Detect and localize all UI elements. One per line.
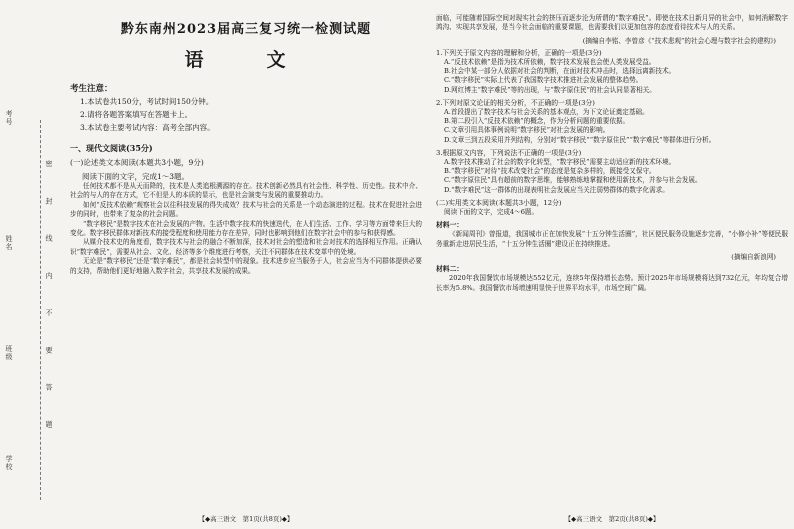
class-label: 班级 bbox=[5, 345, 13, 361]
seal-dashed-line bbox=[40, 120, 41, 500]
name-label: 姓名 bbox=[5, 235, 13, 251]
material-label: 材料二： bbox=[436, 265, 464, 274]
seal-line-text: 密 封 线 内 不 要 答 题 bbox=[45, 160, 53, 442]
material-label: 材料一： bbox=[436, 221, 464, 230]
passage-continuation: 面临，可能随着国际空间对现实社会的挤压而逐步沦为所谓的“数字难民”。即使在技术日新月异的社会中，如何消解数字鸿沟、实现共享发展，是当今社会面临的重要课题，也需要我们以更加包容的态度看待技术与人的关系。 bbox=[436, 14, 788, 32]
exam-notice bbox=[70, 82, 422, 133]
question-option: A.“反技术依赖”是指为技术所依赖，数字技术发展也会使人类发展受益。 bbox=[444, 58, 656, 67]
passage-source: (摘编自李铭、李曾彦《“技术悲观”的社会心理与数字社会的建构》) bbox=[582, 36, 776, 45]
question-option: B.社会中某一部分人依据对社会的判断，在面对技术冲击时，选择远离新技术。 bbox=[444, 67, 676, 76]
question-option: C.“数字移民”实际上代表了我国数字技术推进社会发展的整体趋势。 bbox=[444, 76, 643, 85]
question-stem: 3.根据原文内容，下列说法不正确的一项是(3分) bbox=[436, 148, 582, 157]
school-label: 学校 bbox=[5, 455, 13, 471]
passage-paragraph: 无论是“数字移民”还是“数字难民”，都是社会转型中的现象。技术进步应当服务于人，社会应当为不同群体提供必要的支持，帮助他们更好地融入数字社会，共享技术发展的成果。 bbox=[70, 257, 422, 275]
section-heading: 一、现代文阅读(35分) bbox=[70, 143, 153, 153]
material-text: 2020年我国餐饮市场规模达552亿元，连续5年保持增长态势。预计2025年市场规模将达到732亿元，年均复合增长率为5.8%。我国餐饮市场增速明显快于世界平均水平，市场空间广阔。 bbox=[436, 274, 788, 292]
exam-no-label: 考号 bbox=[5, 110, 13, 126]
subsection-heading: (二)实用类文本阅读(本题共3小题，12分) bbox=[436, 198, 562, 207]
question-option: B.“数字移民”对待“技术改变社会”的态度是复杂多样的，既接受又保守。 bbox=[444, 167, 656, 176]
passage-paragraph: 如何“反技术依赖”观察社会以往科技发展的得失成效？技术与社会的关系是一个动态演进的过程。技术在促进社会进步的同时，也带来了复杂的社会问题。 bbox=[70, 200, 422, 219]
question-option: C.“数字原住民”具有超前的数字思维，能够熟练地掌握和使用新技术，并参与社会发展。 bbox=[444, 176, 702, 185]
material-source: (摘编自新浪网) bbox=[731, 253, 776, 262]
left-column bbox=[70, 0, 422, 529]
right-column bbox=[436, 0, 788, 529]
question-option: A.首段提出了数字技术与社会关系的基本观点，为下文论证奠定基础。 bbox=[444, 108, 649, 117]
question-option: D.文章三到五段采用并列结构，分别对“数字移民”“数字原住民”“数字难民”等群体进行分析。 bbox=[444, 135, 716, 144]
passage-paragraph: 任何技术都不是从天而降的，技术是人类追根溯源的存在。技术创新必然具有社会性、科学性、历史性。技术中介、社会的与人的存在方式，它不但是人的本质的显示，也是社会演变与发展的重要推动力。 bbox=[70, 182, 422, 200]
notice-item: 2.请将各题答案填写在答题卡上。 bbox=[80, 110, 193, 119]
question-stem: 1.下列关于原文内容的理解和分析，正确的一项是(3分) bbox=[436, 48, 602, 57]
question-option: D.网红博主“数字难民”等的出现，与“数字原住民”的社会认同显著相关。 bbox=[444, 85, 656, 94]
notice-item: 3.本试卷主要考试内容：高考全部内容。 bbox=[80, 123, 215, 132]
notice-item: 1.本试卷共150分，考试时间150分钟。 bbox=[80, 97, 214, 106]
reading-instruction: 阅读下面的文字，完成1～3题。 bbox=[82, 172, 190, 181]
passage-paragraph: “数字移民”是数字技术在社会发展的产物。生活中数字技术的快速迭代，在人们生活、工作、学习等方面带来巨大的变化。数字移民群体对新技术的接受程度和使用能力存在差异，同时也影响到他们在数字社会中的参与和获得感。 bbox=[70, 219, 422, 238]
page-footer-left: 【◆高三语文 第1页(共8页)◆】 bbox=[198, 515, 294, 523]
passage-paragraph: 从媒介技术史的角度看，数字技术与社会的融合不断加深，技术对社会的塑造和社会对技术的选择相互作用。正确认识“数字难民”，需要从社会、文化、经济等多个维度进行考察，关注不同群体在技术变革中的处境。 bbox=[70, 238, 422, 256]
subsection-heading: (一)论述类文本阅读(本题共3小题，9分) bbox=[70, 158, 204, 167]
reading-instruction: 阅读下面的文字，完成4～6题。 bbox=[444, 208, 539, 217]
subject-title: 语 文 bbox=[184, 49, 308, 71]
exam-title: 黔东南州2023届高三复习统一检测试题 bbox=[120, 22, 372, 37]
question-option: A.数字技术推动了社会的数字化转型，“数字移民”需要主动适应新的技术环境。 bbox=[444, 158, 676, 167]
question-option: C.文章引用具体事例说明“数字移民”对社会发展的影响。 bbox=[444, 126, 610, 135]
binding-margin bbox=[0, 0, 62, 529]
material-text: 《新闻周刊》曾报道，我国城市正在加快发展“十五分钟生活圈”，社区便民服务设施逐步完善，“小修小补”等便民服务重新走进居民生活，“十五分钟生活圈”建设正在持续推进。 bbox=[436, 230, 788, 248]
question-stem: 2.下列对原文论证的相关分析，不正确的一项是(3分) bbox=[436, 98, 595, 107]
page-footer-right: 【◆高三语文 第2页(共8页)◆】 bbox=[564, 515, 660, 523]
question-option: D.“数字难民”这一群体的出现表明社会发展应当关注弱势群体的数字化需求。 bbox=[444, 185, 669, 194]
notice-heading: 考生注意： bbox=[70, 84, 113, 94]
question-option: B.第二段引入“反技术依赖”的概念，作为分析问题的重要依据。 bbox=[444, 117, 630, 126]
